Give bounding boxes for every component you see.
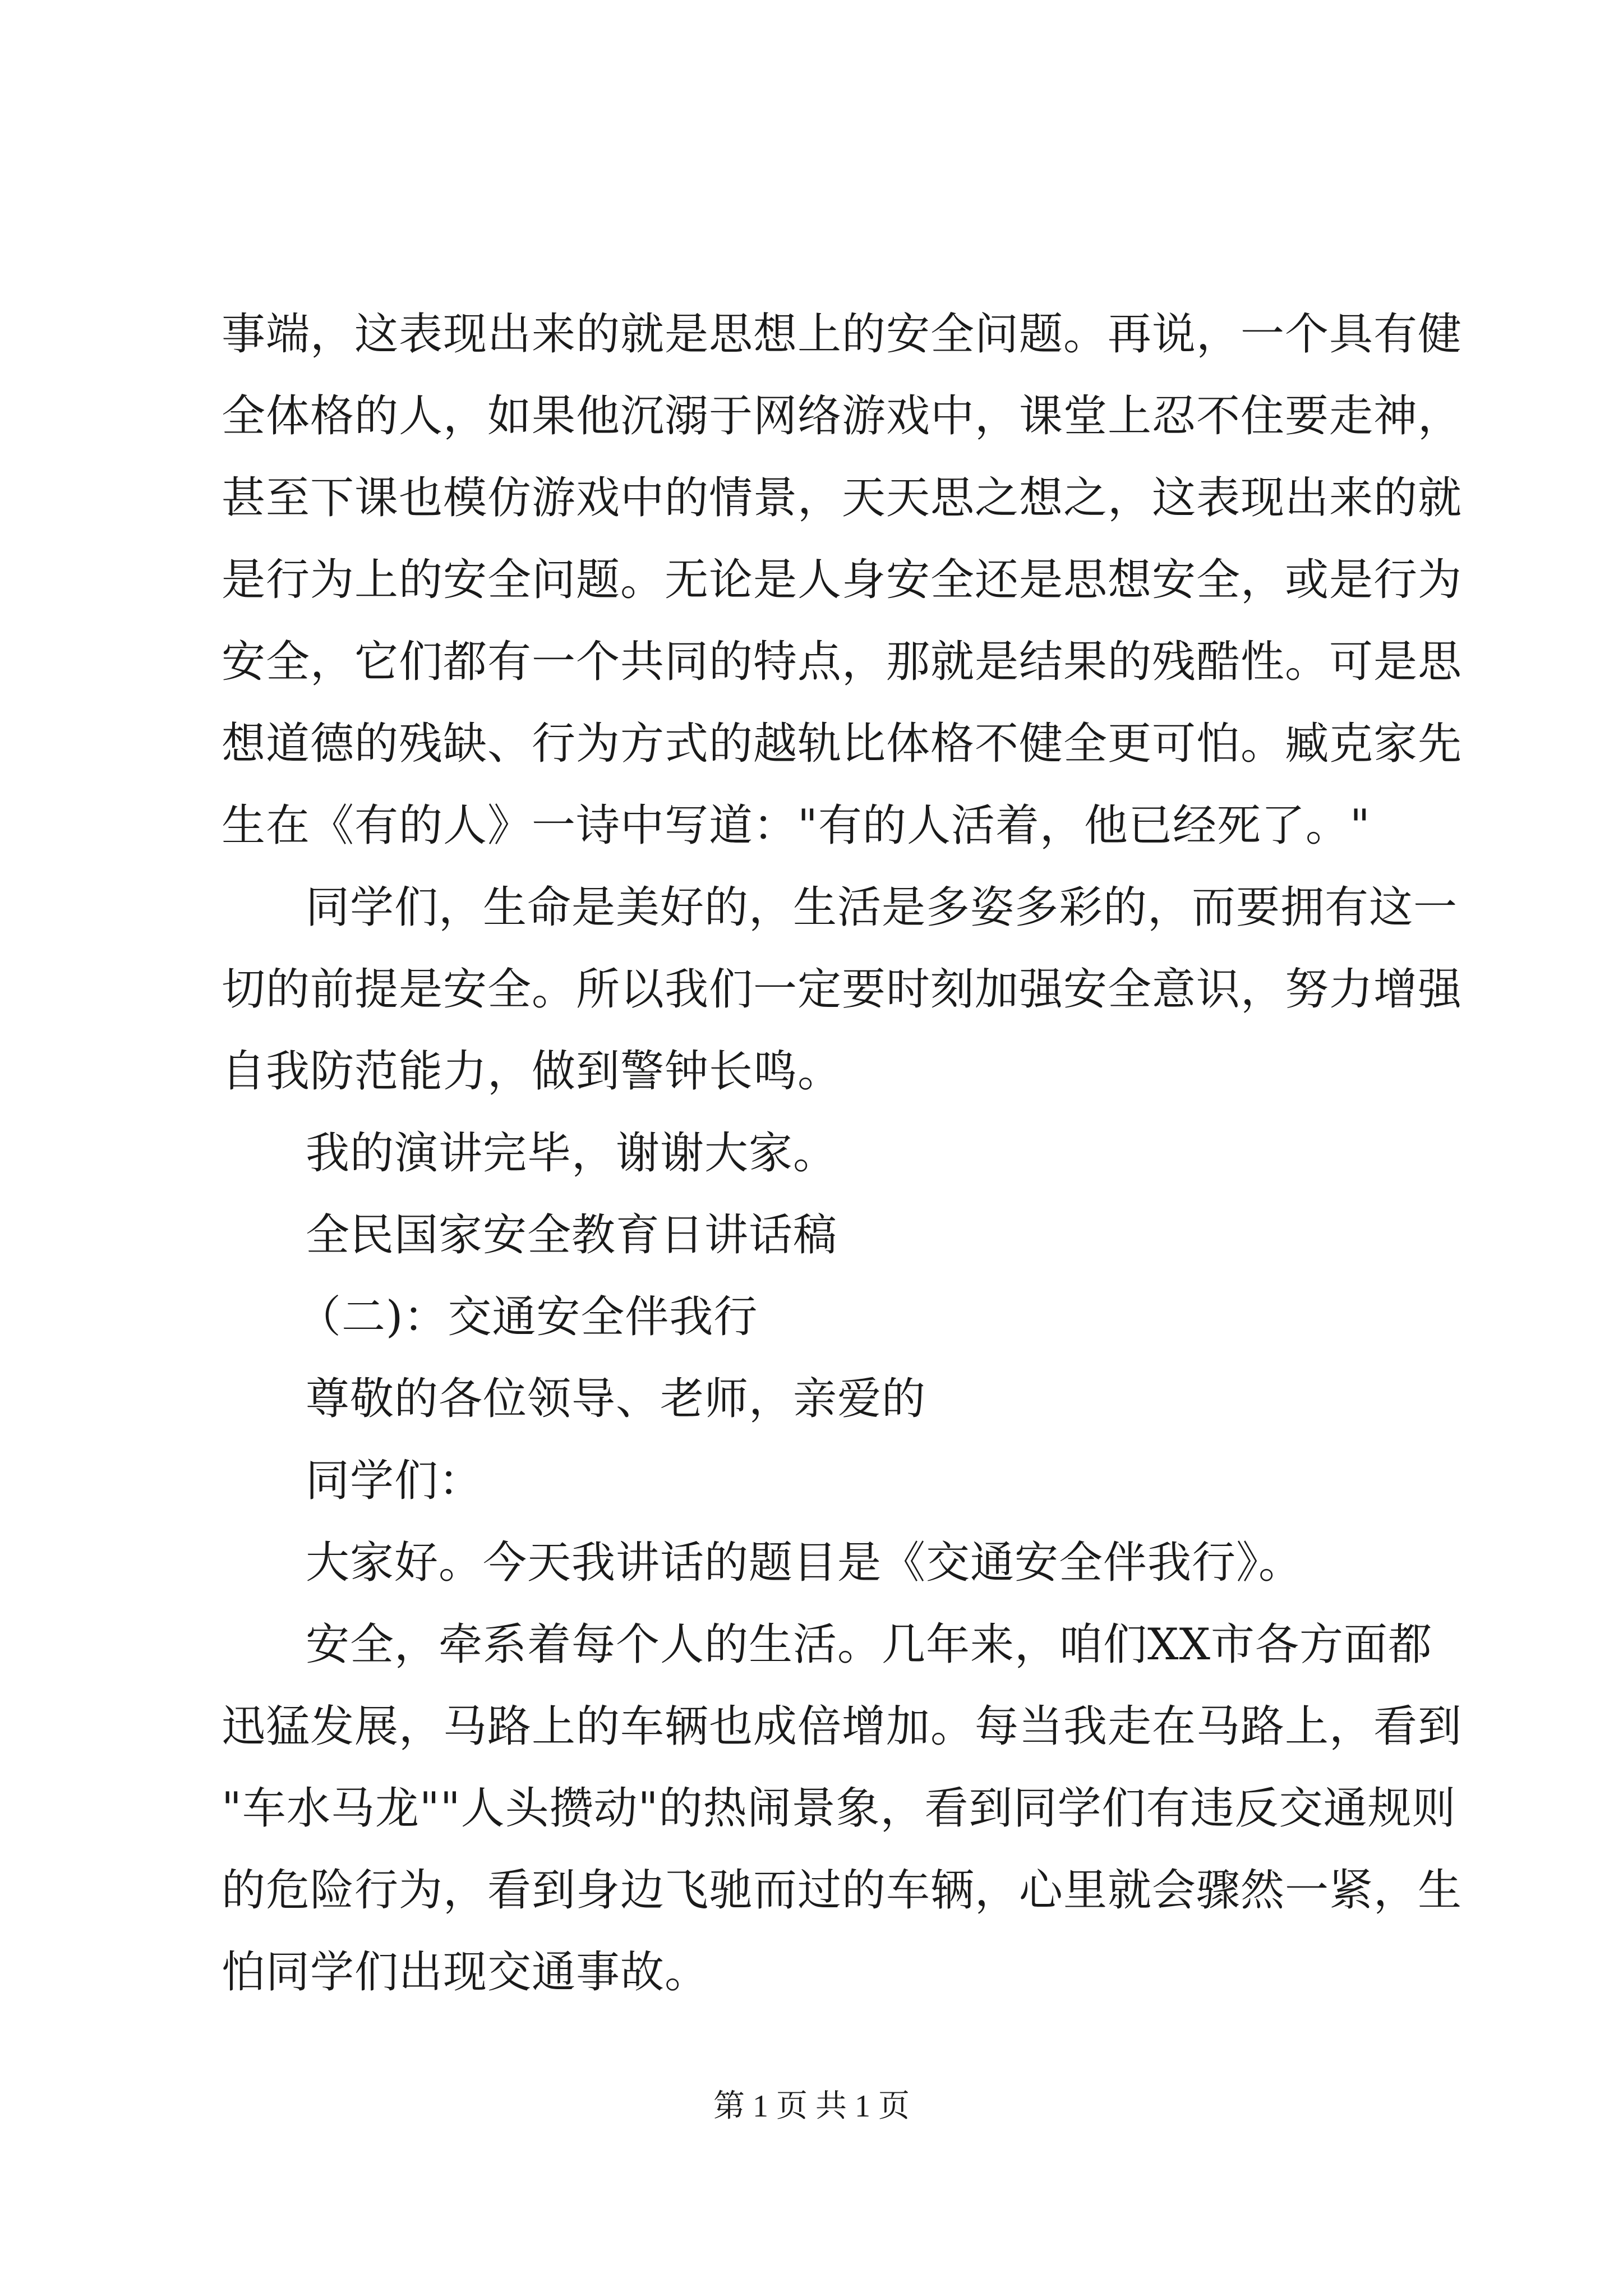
page-footer: 第 1 页 共 1 页 — [713, 2089, 910, 2124]
salutation-continued: 同学们： — [306, 1456, 483, 1506]
paragraph-first-line: 安全，牵系着每个人的生活。几年来，咱们XX市各方面都 — [306, 1619, 1433, 1670]
greeting-line: 大家好。今天我讲话的题目是《交通安全伴我行》。 — [306, 1538, 1303, 1588]
salutation: 尊敬的各位领导、老师，亲爱的 — [306, 1374, 926, 1424]
text-line: "车水马龙""人头攒动"的热闹景象，看到同学们有违反交通规则 — [222, 1783, 1456, 1834]
text-line: 怕同学们出现交通事故。 — [222, 1947, 709, 1998]
text-line: 是行为上的安全问题。无论是人身安全还是思想安全，或是行为 — [222, 555, 1463, 605]
text-line: 切的前提是安全。所以我们一定要时刻加强安全意识，努力增强 — [222, 964, 1463, 1015]
closing-line: 我的演讲完毕，谢谢大家。 — [306, 1128, 838, 1179]
text-line: 迅猛发展，马路上的车辆也成倍增加。每当我走在马路上，看到 — [222, 1701, 1463, 1752]
text-line: 生在《有的人》一诗中写道："有的人活着，他已经死了。" — [222, 800, 1371, 851]
paragraph-first-line: 同学们，生命是美好的，生活是多姿多彩的，而要拥有这一 — [306, 882, 1458, 933]
text-line: 想道德的残缺、行为方式的越轨比体格不健全更可怕。臧克家先 — [222, 719, 1463, 769]
text-line: 事端，这表现出来的就是思想上的安全问题。再说，一个具有健 — [222, 309, 1463, 360]
text-line: 甚至下课也模仿游戏中的情景，天天思之想之，这表现出来的就 — [222, 473, 1463, 523]
section-title: 全民国家安全教育日讲话稿 — [306, 1210, 838, 1260]
text-line: 的危险行为，看到身边飞驰而过的车辆，心里就会骤然一紧，生 — [222, 1865, 1463, 1916]
section-subtitle: （二)：交通安全伴我行 — [297, 1292, 758, 1342]
text-line: 安全，它们都有一个共同的特点，那就是结果的残酷性。可是思 — [222, 637, 1463, 687]
text-line: 全体格的人，如果他沉溺于网络游戏中，课堂上忍不住要走神， — [222, 391, 1463, 441]
text-line: 自我防范能力，做到警钟长鸣。 — [222, 1046, 842, 1097]
